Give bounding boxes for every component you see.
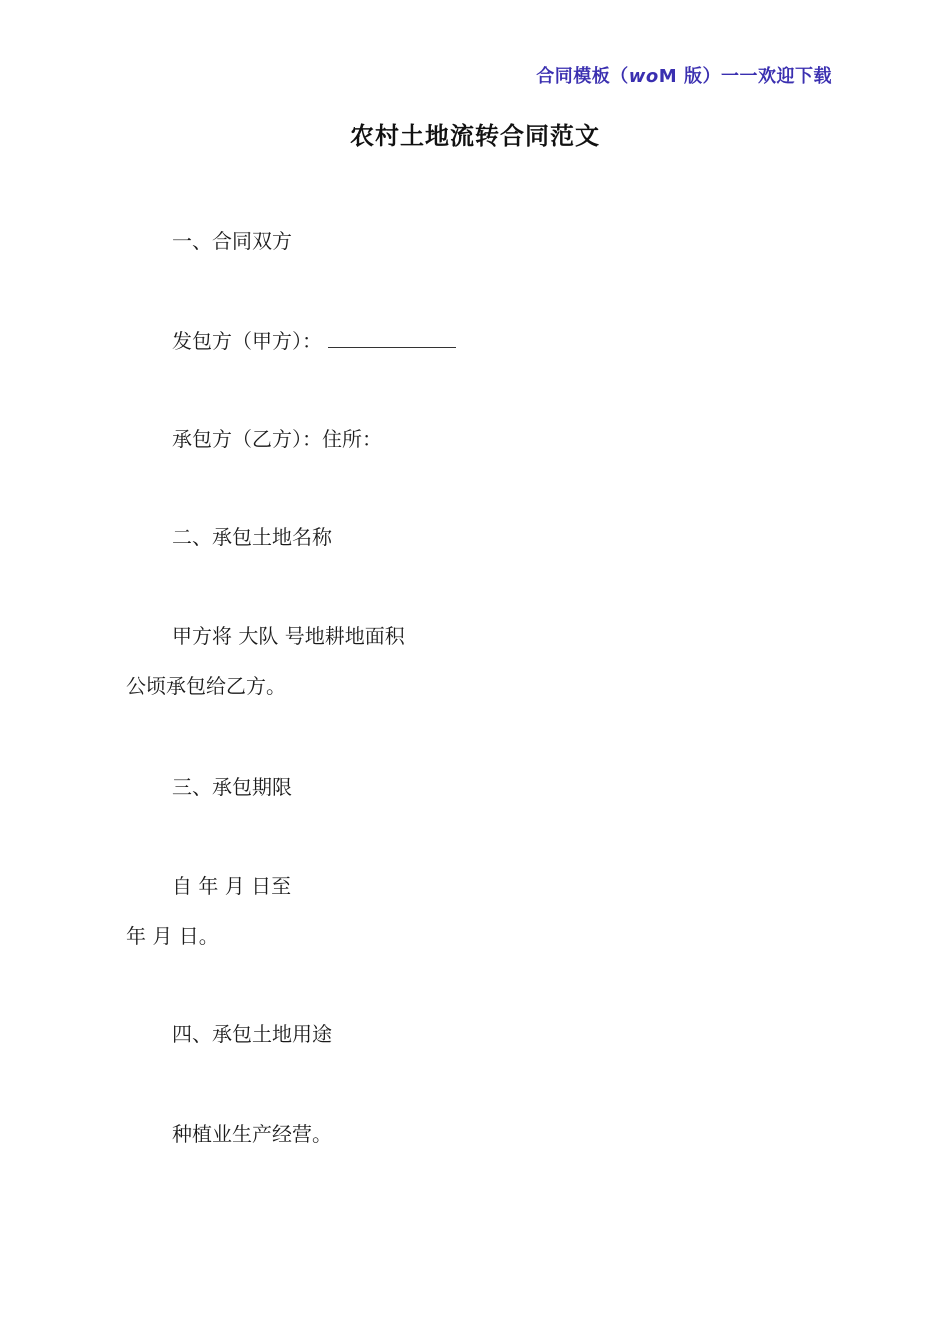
document-title: 农村土地流转合同范文 bbox=[350, 122, 600, 150]
party-a-line bbox=[172, 327, 456, 354]
section1-heading: 一、合同双方 bbox=[172, 229, 292, 253]
term-line-1: 自 年 月 日至 bbox=[172, 874, 292, 898]
party-a-blank-field[interactable] bbox=[328, 327, 456, 348]
land-line-2: 公顷承包给乙方。 bbox=[126, 674, 286, 698]
land-line-1: 甲方将 大队 号地耕地面积 bbox=[172, 624, 405, 648]
section2-heading: 二、承包土地名称 bbox=[172, 525, 332, 549]
party-a-label: 发包方（甲方）： bbox=[172, 329, 322, 353]
usage-text: 种植业生产经营。 bbox=[172, 1122, 332, 1146]
header-download-link[interactable] bbox=[536, 62, 832, 88]
section3-heading: 三、承包期限 bbox=[172, 775, 292, 799]
header-link-mid: M bbox=[658, 66, 678, 87]
header-link-suffix: 版）一一欢迎下载 bbox=[677, 66, 832, 87]
header-link-em: wo bbox=[628, 66, 659, 87]
party-b-label: 承包方（乙方）：住所： bbox=[172, 427, 382, 451]
term-line-2: 年 月 日。 bbox=[126, 924, 219, 948]
section4-heading: 四、承包土地用途 bbox=[172, 1022, 332, 1046]
header-link-prefix: 合同模板（ bbox=[536, 66, 629, 87]
